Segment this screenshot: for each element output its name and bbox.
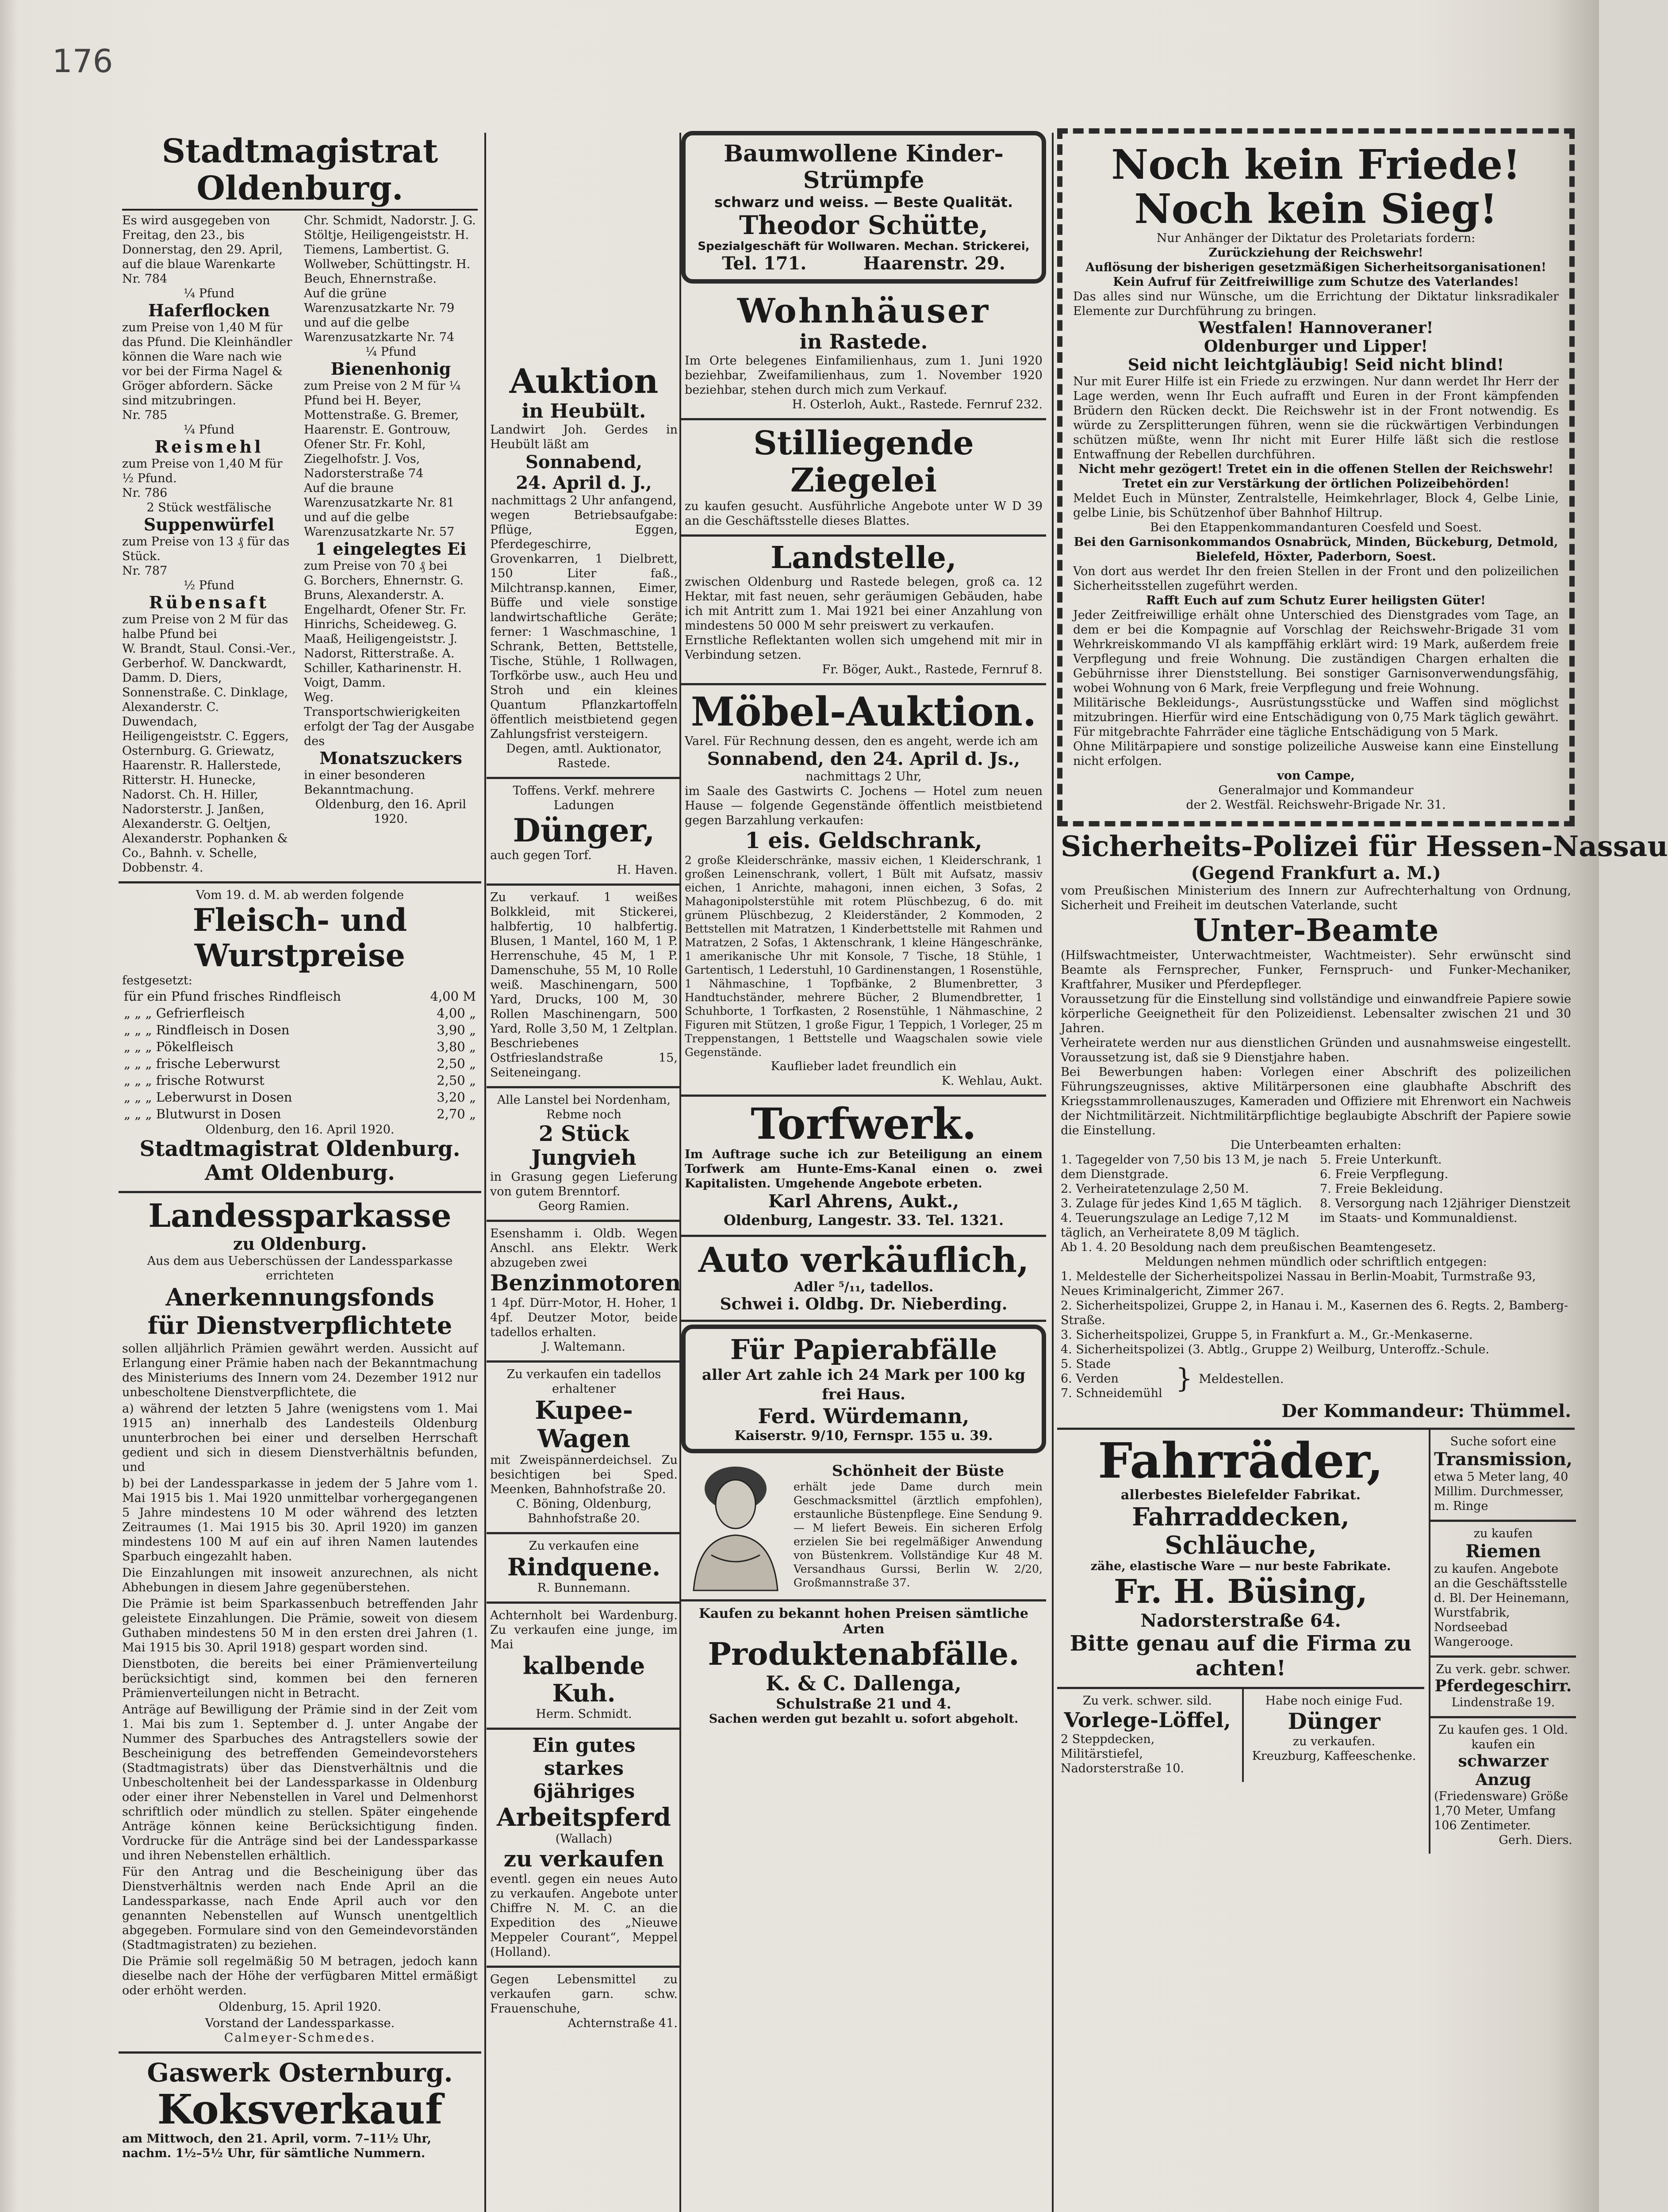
text: Es wird ausgegeben von Freitag, den 23., bis Donnerstag, den 29. April, auf die blaue Warenkarte Nr. 784 [122, 214, 283, 286]
text: zum Preise von 2 M für ¼ Pfund bei H. Beyer, Mottenstraße. G. Bremer, Haarenstr. E. Gontrouw, Ofener Str. Fr. Kohl, Ziegelhofstr. J. Vos, Nadorsterstraße 74 [304, 379, 461, 480]
price-value: 2,50 „ [437, 1056, 476, 1071]
address: Achternstraße 41. [568, 2016, 678, 2030]
text: im Saale des Gastwirts C. Jochens — Hotel zum neuen Hause — folgende Gegenstände öffentlich meistbietend gegen Barzahlung verkaufen: [685, 784, 1043, 827]
price-item: „ „ „ Pökelfleisch [124, 1039, 234, 1054]
slogan: Westfalen! Hannoveraner! [1198, 319, 1434, 337]
item-title: Reismehl [154, 437, 264, 457]
text: zwischen Oldenburg und Rastede belegen, groß ca. 12 Hektar, mit fast neuen, sehr geräumigen Gebäuden, habe ich mit Antritt zum 1. Mai 1921 bei einer Anzahlung von mindestens 50 000 M sehr preiswert zu verkaufen. [685, 575, 1043, 633]
ad-title: Vorlege-Löffel, [1064, 1708, 1231, 1732]
text: Nur mit Eurer Hilfe ist ein Friede zu erzwingen. Nur dann werdet Ihr Herr der Lage werden, wenn Ihr Euch aufrafft und Euren in der Front kämpfenden Brüdern den Rücken deckt. Die Reichswehr ist in der Front notwendig. Es würde zu Zersplitterungen führen, wenn sie die rückwärtigen Verbindungen schützen müßte, wenn Ihr nicht mit Eurer Hilfe läßt sich die restlose Entwaffnung der Rebellen durchführen. [1073, 375, 1559, 461]
ad-title: Fahrräder, [1098, 1432, 1384, 1489]
signature: Der Kommandeur: Thümmel. [1281, 1401, 1571, 1421]
column-rule [484, 133, 486, 2212]
paragraph: sollen alljährlich Prämien gewährt werden. Aussicht auf Erlangung einer Prämie haben nach der Bekanntmachung des Ministeriums des Innern vom 24. Dezember 1912 nur unbescholtene Dienstverpflichtete, die [122, 1342, 478, 1399]
jungvieh-ad [487, 1088, 681, 1222]
list-item: 4. Teuerungszulage an Ledige 7,12 M täglich, an Verheiratete 8,09 M täglich. [1061, 1211, 1300, 1240]
list-item: 6. Freie Verpflegung. [1320, 1167, 1449, 1181]
ad-title: Stadtmagistrat Oldenburg. [122, 133, 478, 211]
text: vom Preußischen Ministerium des Innern zur Aufrechterhaltung von Ordnung, Sicherheit und Freiheit im deutschen Vaterlande, sucht [1061, 884, 1571, 912]
column-2 [487, 128, 681, 2212]
text: aller Art zahle ich 24 Mark per 100 kg frei Haus. [702, 1366, 1026, 1403]
heading: Koksverkauf [157, 2085, 443, 2133]
text: Auflösung der bisherigen gesetzmäßigen Sicherheitsorganisationen! [1085, 261, 1546, 274]
papierabfaelle-ad [681, 1325, 1046, 1453]
fleischpreise-ad [119, 883, 481, 1193]
text: Nr. 785 [122, 408, 168, 422]
text: Zu verkaufen eine [529, 1539, 639, 1553]
text: Gegen Lebensmittel zu verkaufen garn. schw. Frauenschuhe, [490, 1973, 678, 2016]
text: Bitte genau auf die Firma zu achten! [1070, 1631, 1412, 1681]
ziegelei-ad [681, 420, 1046, 537]
price-item: „ „ „ Gefrierfleisch [124, 1006, 245, 1021]
text: Die Unterbeamten erhalten: [1230, 1138, 1402, 1152]
signature: H. Osterloh, Aukt., Rastede. Fernruf 232. [792, 398, 1043, 411]
signature: R. Bunnemann. [537, 1581, 631, 1595]
text: zähe, elastische Ware — nur beste Fabrikate. [1090, 1559, 1391, 1573]
list-item: 3. Zulage für jedes Kind 1,65 M täglich. [1061, 1197, 1302, 1210]
item-title: Suppenwürfel [143, 515, 275, 534]
ad-title: Dünger, [513, 811, 655, 849]
column-4 [1057, 128, 1668, 2212]
date: 24. April d. J., [516, 472, 652, 493]
paragraph: Die Prämie soll regelmäßig 50 M betragen, jedoch kann dieselbe nach der Höhe der verfügbaren Mittel ermäßigt oder erhöht werden. [122, 1955, 478, 1997]
list-item: 6. Verden [1061, 1372, 1119, 1386]
ad-title: Für Papierabfälle [730, 1333, 997, 1366]
text: Landwirt Joh. Gerdes in Heubült läßt am [490, 423, 678, 451]
signature: Herm. Schmidt. [536, 1707, 632, 1721]
text: Ab 1. 4. 20 Besoldung nach dem preußischen Beamtengesetz. [1061, 1240, 1436, 1254]
text: zum Preise von 13 ₰ für das Stück. [122, 535, 290, 563]
company-name: Fr. H. Büsing, [1114, 1573, 1368, 1611]
text: festgesetzt: [122, 974, 192, 987]
signature: Amt Oldenburg. [205, 1160, 395, 1185]
text: Ohne Militärpapiere und sonstige polizeiliche Ausweise kann eine Einstellung nicht erfolgen. [1073, 740, 1559, 768]
text: Sachen werden gut bezahlt u. sofort abgeholt. [709, 1712, 1019, 1726]
signature: Calmeyer-Schmedes. [224, 2031, 376, 2045]
text: auch gegen Torf. [490, 849, 592, 862]
text: (Wallach) [555, 1832, 613, 1846]
text: 1 4pf. Dürr-Motor, H. Hoher, 1 4pf. Deutzer Motor, beide tadellos erhalten. [490, 1296, 678, 1339]
phone: Tel. 171. [722, 253, 807, 274]
item-title: Bienenhonig [330, 359, 451, 379]
ad-right-column [304, 213, 478, 875]
frauenschuhe-ad [487, 1968, 681, 2037]
company-name: Ferd. Würdemann, [758, 1404, 970, 1428]
address: Haarenstr. 29. [863, 253, 1005, 274]
text: Nr. 786 [122, 486, 168, 500]
ad-title: Landessparkasse [148, 1197, 452, 1234]
text: nachmittags 2 Uhr anfangend, [491, 494, 677, 507]
ad-title: Fleisch- und Wurstpreise [192, 902, 407, 974]
text: Alle Lanstel bei Nordenham, Rebme noch [497, 1093, 671, 1121]
text: Meldestellen. [1199, 1371, 1284, 1386]
text: 2 Steppdecken, Militärstiefel, Nadorsterstraße 10. [1061, 1732, 1185, 1775]
signature: Stadtmagistrat Oldenburg. [139, 1137, 460, 1161]
text: Kauflieber ladet freundlich ein [771, 1060, 957, 1073]
heading: Anerkennungsfonds [165, 1283, 434, 1311]
text: nachmittags 2 Uhr, [805, 770, 922, 783]
signature: Degen, amtl. Auktionator, Rastede. [506, 742, 662, 770]
sicherheitspolizei-ad: Sicherheits-Polizei für Hessen-Nassau (Gegend Frankfurt a. M.) vom Preußischen Ministerium des Innern zur Aufrechterhaltung von Ordnung, Sicherheit und Freiheit im deutschen Vaterlande, sucht Unter-Beamte (Hilfswachtmeister, Unterwachtmeister, Wachtmeister). Sehr erwünscht sind Beamte als Fernsprecher, Funker, Fernspruch- und Funker-Mechaniker, Kraftfahrer, Musiker und Pferdepfleger. Voraussetzung für die Einstellung sind vollständige und einwandfreie Papiere sowie körperliche Geeignetheit für den Polizeidienst. Lebensalter zwischen 21 und 30 Jahren. Verheiratete werden nur aus dienstlichen Gründen und ausnahmsweise eingestellt. Voraussetzung ist, daß sie 9 Dienstjahre haben. Bei Bewerbungen haben: Vorlegen einer Abschrift des polizeilichen Führungszeugnisses, aktive Militärpersonen eine glaubhafte Abschrift des Kriegsstammrollenauszuges, Kameraden und Offiziere mit Ehrenwort ein Nachweis der Nichtmilitärzeit. Nichtmilitärpflichtige beglaubigte Abschrift der Papiere sowie die Einstellung. Die Unterbeamten erhalten: 1. Tagegelder von 7,50 bis 13 M, je nach dem Dienstgrade. 2. Verheiratetenzulage 2,50 M. 3. Zulage für jedes Kind 1,65 M täglich. 4. Teuerungszulage an Ledige 7,12 M täglich, an Verheiratete 8,09 M täglich. 5. Freie Unterkunft. 6. Freie Verpflegung. 7. Freie Bekleidung. 8. Versorgung nach 12jähriger Dienstzeit im Staats- und Kommunaldienst. Ab 1. 4. 20 Besoldung nach dem preußischen Beamtengesetz. Meldungen nehmen mündlich oder schriftlich entgegen: 1. Meldestelle der Sicherheitspolizei Nassau in Berlin-Moabit, Turmstraße 93, Neues Kriminalgericht, Zimmer 267. 2. Sicherheitspolizei, Gruppe 2, in Hanau i. M., Kasernen des 6. Regts. 2, Bamberg-Straße. 3. Sicherheitspolizei, Gruppe 5, in Frankfurt a. M., Gr.-Menkaserne. 4. Sicherheitspolizei (3. Abtlg., Gruppe 2) Weilburg, Unteroffz.-Schule. 5. Stade 6. Verden 7. Schneidemühl } Meldestellen. Der Kommandeur: Thümmel. [1057, 826, 1575, 1430]
woman-portrait-image [685, 1462, 786, 1590]
bottom-ads-left [1057, 1430, 1424, 1854]
ad-title: Arbeitspferd [497, 1803, 671, 1832]
benefits-left [1061, 1152, 1312, 1240]
paragraph: a) während der letzten 5 Jahre (wenigstens vom 1. Mai 1915 an) innerhalb des Landesteils Oldenburg ununterbrochen bei einer und derselben Herrschaft gedient und sich in diesem Dienstverhältnis befunden, und [122, 1402, 478, 1474]
address: Oldenburg, Langestr. 33. Tel. 1321. [723, 1212, 1004, 1229]
text: Achternholt bei Wardenburg. Zu verkaufen eine junge, im Mai [490, 1609, 678, 1651]
benzinmotoren-ad [487, 1222, 681, 1363]
signature: Kreuzburg, Kaffeeschenke. [1252, 1749, 1416, 1763]
paragraph: Anträge auf Bewilligung der Prämie sind in der Zeit vom 1. Mai bis zum 1. September d. J. unter Angabe der Nummer des Sparbuches des Antragstellers sowie der Bescheinigung des betreffenden Gemeindevorstehers (Stadtmagistrats) über das Dienstverhältnis und die Unbescholtenheit bei der Landessparkasse in Oldenburg oder einer ihrer Nebenstellen in Varel und Delmenhorst schriftlich oder mündlich zu stellen. Später eingehende Anträge können keine Berücksichtigung finden. Vordrucke für die Anträge sind bei der Landessparkasse und ihren Nebenstellen erhältlich. [122, 1703, 478, 1863]
ad-title: Kupee-Wagen [535, 1396, 633, 1453]
ad-title: Schönheit der Büste [832, 1462, 1005, 1480]
text: zu kaufen. Angebote an die Geschäftsstelle d. Bl. Der Heinemann, Wurstfabrik, Nordseebad Wangerooge. [1434, 1562, 1569, 1649]
ad-title: Transmission, [1434, 1449, 1572, 1470]
text: Zu verkaufen ein tadellos erhaltener [506, 1367, 661, 1396]
text: (Friedensware) Größe 1,70 Meter, Umfang 106 Zentimeter. [1434, 1790, 1568, 1832]
ad-title: zu verkaufen [503, 1846, 664, 1872]
ad-title: 6jähriges [533, 1780, 635, 1803]
price-value: 2,50 „ [437, 1073, 476, 1088]
fahrraeder-ad [1057, 1430, 1424, 1689]
text: Varel. Für Rechnung dessen, den es angeht, werde ich am [685, 734, 1038, 748]
table-row [122, 1005, 478, 1022]
text: 2 Stück westfälische [146, 501, 272, 515]
text: in Grasung gegen Lieferung von gutem Brenntorf. [490, 1170, 678, 1198]
signature: C. Böning, Oldenburg, Bahnhofstraße 20. [516, 1497, 652, 1525]
column-3 [681, 128, 1046, 2212]
text: wegen Betriebsaufgabe: Pflüge, Eggen, Pferdegeschirre, Grovenkarren, 1 Dielbrett, 150 Liter faß., Milchtransp.kannen, Eimer, Büffe und viele sonstige landwirtschaftliche Geräte; ferner: 1 Waschmaschine, 1 Schrank, Betten, Bettstelle, Tische, Stühle, 1 Rollwagen, Torfkörbe usw., auch Heu und Stroh und ein kleines Quantum Pflanzkartoffeln öffentlich meistbietend gegen Zahlungsfrist versteigern. [490, 508, 678, 741]
rindquene-ad [487, 1534, 681, 1604]
date: Sonnabend, [525, 452, 643, 472]
text: Toffens. Verkf. mehrere Ladungen [513, 784, 655, 812]
benefits-right [1320, 1152, 1571, 1240]
ad-title: Landstelle, [771, 540, 957, 576]
text: Aus dem aus Ueberschüssen der Landessparkasse errichteten [147, 1254, 453, 1283]
text: Zu verk. schwer. sild. [1083, 1694, 1212, 1708]
list-item: 5. Stade [1061, 1357, 1111, 1371]
spacer [487, 128, 681, 358]
price-item: „ „ „ Blutwurst in Dosen [124, 1106, 281, 1121]
date: Oldenburg, den 16. April 1920. [205, 1123, 395, 1137]
table-row [122, 1038, 478, 1055]
item-title: Rübensaft [149, 592, 269, 612]
text: Zu kaufen ges. 1 Old. kaufen ein [1438, 1723, 1568, 1751]
list-item: 7. Freie Bekleidung. [1320, 1182, 1443, 1196]
signature: H. Haven. [617, 863, 678, 877]
address: Kaiserstr. 9/10, Fernspr. 155 u. 39. [734, 1428, 993, 1444]
text: Voraussetzung für die Einstellung sind vollständige und einwandfreie Papiere sowie körperliche Geeignetheit für den Polizeidienst. Lebensalter zwischen 21 und 30 Jahren. [1061, 992, 1571, 1035]
text: ½ Pfund [184, 579, 234, 592]
ad-title: Riemen [1465, 1541, 1541, 1562]
table-row [122, 1106, 478, 1122]
text: zu verkaufen. [1292, 1735, 1376, 1748]
text: Lindenstraße 19. [1451, 1696, 1555, 1709]
text: mit Zweispännerdeichsel. Zu besichtigen bei Sped. Meenken, Bahnhofstraße 20. [490, 1453, 678, 1496]
address: Nadorsterstraße 64. [1140, 1610, 1341, 1631]
text: Weg. Transportschwierigkeiten erfolgt der Tag der Ausgabe des [304, 691, 475, 748]
item-title: 1 eis. Geldschrank, [745, 827, 982, 853]
ad-title: Ein gutes starkes [532, 1734, 636, 1780]
signature: Fr. Böger, Aukt., Rastede, Fernruf 8. [822, 663, 1043, 676]
ad-subtitle: in Rastede. [799, 330, 928, 353]
slogan: Oldenburger und Lipper! [1204, 337, 1428, 356]
gaswerk-ad [119, 2054, 481, 2167]
text: zu kaufen gesucht. Ausführliche Angebote unter W D 39 an die Geschäftsstelle dieses Blattes. [685, 499, 1043, 528]
text: etwa 5 Meter lang, 40 Millim. Durchmesser, m. Ringe [1434, 1470, 1568, 1513]
text: Kein Aufruf für Zeitfreiwillige zum Schutze des Vaterlandes! [1113, 275, 1519, 289]
text: am Mittwoch, den 21. April, vorm. 7–11½ Uhr, nachm. 1½–5½ Uhr, für sämtliche Nummern. [122, 2132, 432, 2160]
ad-title: schwarzer Anzug [1458, 1752, 1549, 1789]
list-item: 2. Sicherheitspolizei, Gruppe 2, in Hanau i. M., Kasernen des 6. Regts. 2, Bamberg-Straße. [1061, 1299, 1568, 1327]
signature: Gerh. Diers. [1499, 1833, 1572, 1847]
list-item: 5. Freie Unterkunft. [1320, 1153, 1442, 1167]
text: Suche sofort eine [1450, 1435, 1557, 1448]
text: ¼ Pfund [365, 345, 416, 359]
table-row [122, 1089, 478, 1106]
text: Zu verk. gebr. schwer. [1436, 1663, 1571, 1676]
list-item: 4. Sicherheitspolizei (3. Abtlg., Gruppe 2) Weilburg, Unteroffz.-Schule. [1061, 1343, 1489, 1356]
text: in einer besonderen Bekanntmachung. [304, 768, 426, 797]
text: Verheiratete werden nur aus dienstlichen Gründen und ausnahmsweise eingestellt. Voraussetzung ist, daß sie 9 Dienstjahre haben. [1061, 1036, 1571, 1064]
price-item: „ „ „ Rindfleisch in Dosen [124, 1022, 290, 1037]
vorlege-loeffel-ad [1057, 1689, 1238, 1782]
ad-title: Auto verkäuflich, [698, 1240, 1029, 1280]
text: Ernstliche Reflektanten wollen sich umgehend mit mir in Verbindung setzen. [685, 634, 1043, 662]
ad-title: Auktion [509, 361, 659, 401]
ad-title: Stilliegende Ziegelei [753, 424, 974, 499]
duenger-ad [487, 779, 681, 886]
text: Nur Anhänger der Diktatur des Proletariats fordern: [1156, 231, 1476, 245]
riemen-ad [1430, 1522, 1576, 1658]
ad-title: Noch kein Friede! [1111, 141, 1521, 188]
ad-title: Dünger [1288, 1708, 1380, 1734]
price-value: 3,80 „ [437, 1039, 476, 1054]
ad-title: Rindquene. [507, 1553, 661, 1581]
ad-title: Möbel-Auktion. [690, 688, 1037, 735]
text: W. Brandt, Staul. Consi.-Ver., Gerberhof. W. Danckwardt, Damm. D. Diers, Sonnenstraße. C. Dinklage, Alexanderstr. C. Duwendach, Heiligengeiststr. C. Eggers, Osternburg. G. Griewatz, Haarenstr. R. Hallerstede, Ritterstr. H. Hunecke, Nadorst. Ch. H. Hiller, Nadorsterstr. J. Janßen, Alexanderstr. G. Oeltjen, Alexanderstr. Pophanken & Co., Bahnh. v. Schelle, Dobbenstr. 4. [122, 642, 296, 875]
ad-title: Noch kein Sieg! [1134, 185, 1498, 233]
list-item: 3. Sicherheitspolizei, Gruppe 5, in Frankfurt a. M., Gr.-Menkaserne. [1061, 1328, 1473, 1342]
paragraph: Dienstboten, die bereits bei einer Prämienverteilung berücksichtigt sind, kommen bei den ferneren Prämienverteilungen nicht in Betracht. [122, 1657, 478, 1700]
text: Chr. Schmidt, Nadorstr. J. G. Stöltje, Heiligengeiststr. H. Tiemens, Lambertist. G. Wollweber, Schüttingstr. H. Beuch, Ehnernstraße. [304, 214, 476, 286]
duenger-kreuzburg-ad [1242, 1689, 1424, 1782]
text: Habe noch einige Fud. [1265, 1694, 1403, 1708]
text: Militärische Bekleidungs-, Ausrüstungsstücke und Waffen sind möglichst mitzubringen. Hierfür wird eine Entschädigung von 0,75 Mark täglich gewährt. Für mitgebrachte Fahrräder eine tägliche Entschädigung von 5 Mark. [1073, 696, 1559, 739]
ad-title: kalbende Kuh. [522, 1651, 645, 1707]
item-title: 1 eingelegtes Ei [315, 539, 467, 559]
ad-subtitle: allerbestes Bielefelder Fabrikat. [1120, 1487, 1361, 1503]
bottom-ads-right [1429, 1430, 1576, 1854]
company-name: Theodor Schütte, [739, 210, 989, 240]
text: Auf die grüne Warenzusatzkarte Nr. 79 und auf die gelbe Warenzusatzkarte Nr. 74 [304, 287, 455, 344]
paragraph: Die Prämie ist beim Sparkassenbuch betreffenden Jahr geleistete Einzahlungen. Die Prämie, soweit von diesem Guthaben mindestens 50 M in den ersten drei Jahren (1. Mai 1915 bis 30. April 1918) gespart worden sind. [122, 1597, 478, 1655]
paragraph: Die Einzahlungen mit insoweit anzurechnen, als nicht Abhebungen in diesem Jahre gegenüberstehen. [122, 1566, 478, 1594]
item-title: Monatszuckers [319, 748, 462, 768]
text: zum Preise von 2 M für das halbe Pfund bei [122, 613, 288, 641]
text: Im Auftrage suche ich zur Beteiligung an einem Torfwerk am Hunte-Ems-Kanal einen o. zwei Kapitalisten. Umgehende Angebote erbeten. [685, 1148, 1043, 1190]
auktion-heubuelt-ad [487, 358, 681, 779]
text: Bei Bewerbungen haben: Vorlegen einer Abschrift des polizeilichen Führungszeugnisses, aktive Militärpersonen eine glaubhafte Abschrift des Kriegsstammrollenauszuges, Kameraden und Offiziere mit Ehrenwort ein Nachweis der Nichtmilitärzeit. Nichtmilitärpflichtige beglaubigte Abschrift der Papiere sowie die Einstellung. [1061, 1065, 1571, 1137]
text: eventl. gegen ein neues Auto zu verkaufen. Angebote unter Chiffre N. M. C. an die Expedition des „Nieuwe Meppeler Courant“, Meppel (Holland). [490, 1872, 678, 1959]
item-title: Fahrraddecken, [1132, 1502, 1350, 1532]
price-item: für ein Pfund frisches Rindfleisch [124, 989, 341, 1004]
kupee-wagen-ad [487, 1363, 681, 1534]
company-name: K. & C. Dallenga, [766, 1671, 962, 1695]
anzug-ad [1430, 1718, 1576, 1854]
ad-left-column [122, 213, 296, 875]
ad-title: Torfwerk. [751, 1099, 977, 1149]
ad-subtitle: schwarz und weiss. — Beste Qualität. [714, 194, 1013, 211]
kuh-ad [487, 1604, 681, 1730]
text: zum Preise von 1,40 M für das Pfund. Die Kleinhändler können die Ware nach wie vor bei der Firma Nagel & Gröger abfordern. Säcke sind mitzubringen. [122, 321, 292, 407]
signature: J. Waltemann. [542, 1340, 625, 1354]
landessparkasse-ad [119, 1193, 481, 2054]
ad-title: 2 Stück Jungvieh [531, 1121, 637, 1170]
text: Das alles sind nur Wünsche, um die Errichtung der Diktatur linksradikaler Elemente zur Durchführung zu bringen. [1073, 290, 1559, 318]
text: Bei den Garnisonkommandos Osnabrück, Minden, Bückeburg, Detmold, Bielefeld, Höxter, Paderborn, Soest. [1074, 535, 1558, 564]
text: Im Orte belegenes Einfamilienhaus, zum 1. Juni 1920 beziehbar, Zweifamilienhaus, zum 1. November 1920 beziehbar, stehen durch mich zum Verkauf. [685, 354, 1043, 397]
address: Schulstraße 21 und 4. [776, 1695, 951, 1712]
verkauf-ad [487, 886, 681, 1088]
text: zu kaufen [1473, 1527, 1533, 1540]
text: ¼ Pfund [184, 423, 234, 437]
text: Auf die braune Warenzusatzkarte Nr. 81 und auf die gelbe Warenzusatzkarte Nr. 57 [304, 481, 455, 539]
signature: Schwei i. Oldbg. Dr. Nieberding. [720, 1295, 1008, 1313]
wohnhaeuser-ad [681, 288, 1046, 420]
column-rule [1052, 133, 1054, 2212]
auto-ad [681, 1237, 1046, 1322]
signature: der 2. Westfäl. Reichswehr-Brigade Nr. 31. [1186, 798, 1446, 812]
price-item: „ „ „ Leberwurst in Dosen [124, 1090, 292, 1105]
text: Meldungen nehmen mündlich oder schriftlich entgegen: [1145, 1255, 1487, 1269]
list-item: 7. Schneidemühl [1061, 1386, 1162, 1400]
table-row [122, 988, 478, 1005]
price-value: 3,90 „ [437, 1022, 476, 1037]
text: zum Preise von 70 ₰ bei [304, 559, 448, 573]
price-value: 2,70 „ [437, 1106, 476, 1121]
price-item: „ „ „ frische Rotwurst [124, 1073, 265, 1088]
table-row [122, 1072, 478, 1089]
ad-title: Benzinmotoren [490, 1270, 681, 1296]
ad-title: Produktenabfälle. [708, 1636, 1020, 1672]
text: erhält jede Dame durch mein Geschmacksmittel (ärztlich empfohlen), erstaunliche Büstenpflege. Eine Sendung 9.— M liefert Beweis. Ein sicheren Erfolg erzielen Sie bei regelmäßiger Anwendung von Büstenkrem. Vollständige Kur 48 M. Versandhaus Gurssi, Berlin W. 2/20, Großmannstraße 37. [794, 1480, 1043, 1589]
table-row [122, 1055, 478, 1072]
torfwerk-ad [681, 1097, 1046, 1237]
bottom-ads [1057, 1430, 1575, 1854]
table-row [122, 1022, 478, 1038]
landstelle-ad [681, 537, 1046, 685]
company-name: Karl Ahrens, Aukt., [768, 1191, 959, 1212]
slogan: Rafft Euch auf zum Schutz Eurer heiligsten Güter! [1146, 594, 1486, 607]
text: Meldet Euch in Münster, Zentralstelle, Heimkehrlager, Block 4, Gelbe Linie, gelbe Linie, bis Schützenhof über Bahnhof Hiltrup. [1073, 492, 1559, 520]
text: Kaufen zu bekannt hohen Preisen sämtliche Arten [698, 1606, 1029, 1637]
list-item: 8. Versorgung nach 12jähriger Dienstzeit im Staats- und Kommunaldienst. [1320, 1197, 1571, 1225]
ad-subtitle: in Heubült. [521, 400, 646, 422]
baumwolle-ad [681, 131, 1046, 284]
ad-title: Gaswerk Osternburg. [147, 2058, 453, 2088]
text: Von dort aus werdet Ihr den freien Stellen in der Front und den polizeilichen Sicherheitsstellen zugeführt werden. [1073, 565, 1559, 593]
ad-subtitle: Adler ⁵/₁₁, tadellos. [794, 1279, 934, 1295]
text: Zu verkauf. 1 weißes Bolkkleid, mit Stickerei, halbfertig, 10 halbfertig. Blusen, 1 Mantel, 160 M, 1 P. Herrenschuhe, 45 M, 1 P. Damenschuhe, 55 M, 10 Rolle weiß. Maschinengarn, 500 Yard, Drucks, 100 M, 30 Rollen Maschinengarn, 500 Yard, Rolle 3,50 M, 1 Zeltplan. Beschriebenes Ostfrieslandstraße 15, Seiteneingang. [490, 891, 678, 1079]
item-title: Schläuche, [1165, 1531, 1317, 1560]
pferdegeschirr-ad [1430, 1658, 1576, 1718]
text: (Hilfswachtmeister, Unterwachtmeister, Wachtmeister). Sehr erwünscht sind Beamte als Fernsprecher, Funker, Fernspruch- und Funker-Mechaniker, Kraftfahrer, Musiker und Pferdepfleger. [1061, 949, 1571, 991]
paragraph: b) bei der Landessparkasse in jedem der 5 Jahre vom 1. Mai 1915 bis 1. Mai 1920 unmittelbar vorhergegangenen 5 Jahre mindestens 10 M oder während des letzten Zeitraumes (1. Mai 1915 bis 30. April 1920) im ganzen mindestens 100 M auf ein auf ihren Namen lautendes Sparbuch eingezahlt haben. [122, 1477, 478, 1563]
price-item: „ „ „ frische Leberwurst [124, 1056, 280, 1071]
transmission-ad [1430, 1430, 1576, 1522]
page-number: 176 [52, 42, 113, 80]
text: Esenshamm i. Oldb. Wegen Anschl. ans Elektr. Werk abzugeben zwei [490, 1227, 678, 1270]
text: Vom 19. d. M. ab werden folgende [196, 888, 404, 902]
date: Oldenburg, 15. April 1920. [219, 2000, 381, 2014]
text: Oldenburg, den 16. April 1920. [315, 798, 467, 826]
text: Nr. 787 [122, 564, 168, 578]
signature: Georg Ramien. [538, 1199, 629, 1213]
date: Sonnabend, den 24. April d. Js., [707, 749, 1020, 769]
signature: Vorstand der Landessparkasse. [205, 2016, 395, 2030]
buestenpflege-ad [681, 1458, 1046, 1601]
ad-subtitle: (Gegend Frankfurt a. M.) [1191, 863, 1441, 883]
price-value: 4,00 M [430, 989, 476, 1004]
signature: K. Wehlau, Aukt. [941, 1074, 1043, 1088]
ad-title: Wohnhäuser [737, 291, 990, 330]
heading: Unter-Beamte [1193, 912, 1439, 949]
ad-title: Sicherheits-Polizei für Hessen-Nassau [1061, 830, 1668, 863]
text: zum Preise von 1,40 M für ½ Pfund. [122, 457, 283, 485]
slogan: Seid nicht leichtgläubig! Seid nicht blind! [1127, 356, 1504, 374]
ad-subtitle: zu Oldenburg. [233, 1234, 367, 1254]
list-item: 2. Verheiratetenzulage 2,50 M. [1061, 1182, 1249, 1196]
price-value: 3,20 „ [437, 1090, 476, 1105]
ad-title: Baumwollene Kinder-Strümpfe [724, 140, 1004, 194]
paragraph: Für den Antrag und die Bescheinigung über das Dienstverhältnis werden nach Ende April an die Landessparkasse, nach Ende April auch vor den genannten Nebenstellen auf Wunsch unentgeltlich abgegeben. Formulare sind von den Gemeindevorständen (Stadtmagistraten) zu beziehen. [122, 1865, 478, 1952]
signature: Generalmajor und Kommandeur [1218, 783, 1414, 797]
stadtmagistrat-ad [119, 128, 481, 883]
text: ¼ Pfund [184, 287, 234, 300]
text: Zurückziehung der Reichswehr! [1208, 246, 1423, 260]
item-title: Haferflocken [148, 300, 270, 320]
heading: für Dienstverpflichtete [147, 1311, 452, 1340]
column-1 [119, 128, 481, 2212]
slogan: Nicht mehr gezögert! Tretet ein in die offenen Stellen der Reichswehr! Tretet ein zur Verstärkung der örtlichen Polizeibehörden! [1078, 462, 1553, 491]
text: Spezialgeschäft für Wollwaren. Mechan. Strickerei, [698, 240, 1030, 253]
text: 2 große Kleiderschränke, massiv eichen, 1 Kleiderschrank, 1 großen Leinenschrank, vollert, 1 Bült mit Aufsatz, massiv eichen, 1 Anrichte, mahagoni, innen eichen, 3 Sofas, 2 Mahagonipolsterstühle mit rotem Plüschbezug, 6 do. mit grünem Plüschbezug, 2 Kleiderständer, 2 Kommoden, 2 Bettstellen mit Matratzen, 1 Kinderbettstelle mit Rahmen und Matratzen, 2 Sofas, 1 Aktenschrank, 1 kleine Hängeschränke, 1 amerikanische Uhr mit Konsole, 7 Tische, 18 Stühle, 1 Gartentisch, 1 Lederstuhl, 10 Gardinenstangen, 1 Rosenstühle, 1 Nähmaschine, 1 Topfbänke, 2 Blumenbretter, 3 Handtuchständer, mehrere Bücher, 2 Blumendbretter, 1 Schuhborte, 1 Torfkasten, 2 Rosenstühle, 1 Nähmaschine, 2 Figuren mit Stützen, 1 große Figur, 1 Teppich, 1 Vorleger, 25 m Treppenstangen, 1 Bettstelle und Waagschalen sowie viele Gegenstände. [685, 854, 1043, 1059]
text: Bei den Etappenkommandanturen Coesfeld und Soest. [1150, 521, 1482, 534]
text: G. Borchers, Ehnernstr. G. Bruns, Alexanderstr. A. Engelhardt, Ofener Str. Fr. Hinrichs, Scheideweg. G. Maaß, Heiligengeiststr. J. Nadorst, Ritterstraße. A. Schiller, Katharinenstr. H. Voigt, Damm. [304, 574, 467, 690]
arbeitspferd-ad [487, 1730, 681, 1968]
noch-kein-friede-ad [1057, 128, 1575, 826]
moebel-auktion-ad [681, 685, 1046, 1097]
text: Jeder Zeitfreiwillige erhält ohne Unterschied des Dienstgrades vom Tage, an dem er bei die Kompagnie auf Vorschlag der Reichswehr-Brigade 31 vom Wehrkreiskommando VI als kampffähig erklärt wird: 19 Mark, außerdem freie Verpflegung und freie Wohnung. Die zuständigen Chargen erhalten die Gebührnisse ihrer Dienststellung. Bei sonstiger Garnisonverwendungsfähig, wobei Wohnung von 6 Mark, freie Verpflegung und freie Wohnung. [1073, 608, 1559, 695]
produktenabfaelle-ad [681, 1601, 1046, 1732]
ad-title: Pferdegeschirr. [1434, 1677, 1572, 1695]
list-item: 1. Tagegelder von 7,50 bis 13 M, je nach dem Dienstgrade. [1061, 1153, 1308, 1181]
list-item: 1. Meldestelle der Sicherheitspolizei Nassau in Berlin-Moabit, Turmstraße 93, Neues Kriminalgericht, Zimmer 267. [1061, 1270, 1536, 1298]
signature: von Campe, [1277, 769, 1355, 783]
price-table [122, 988, 478, 1122]
price-value: 4,00 „ [437, 1006, 476, 1021]
